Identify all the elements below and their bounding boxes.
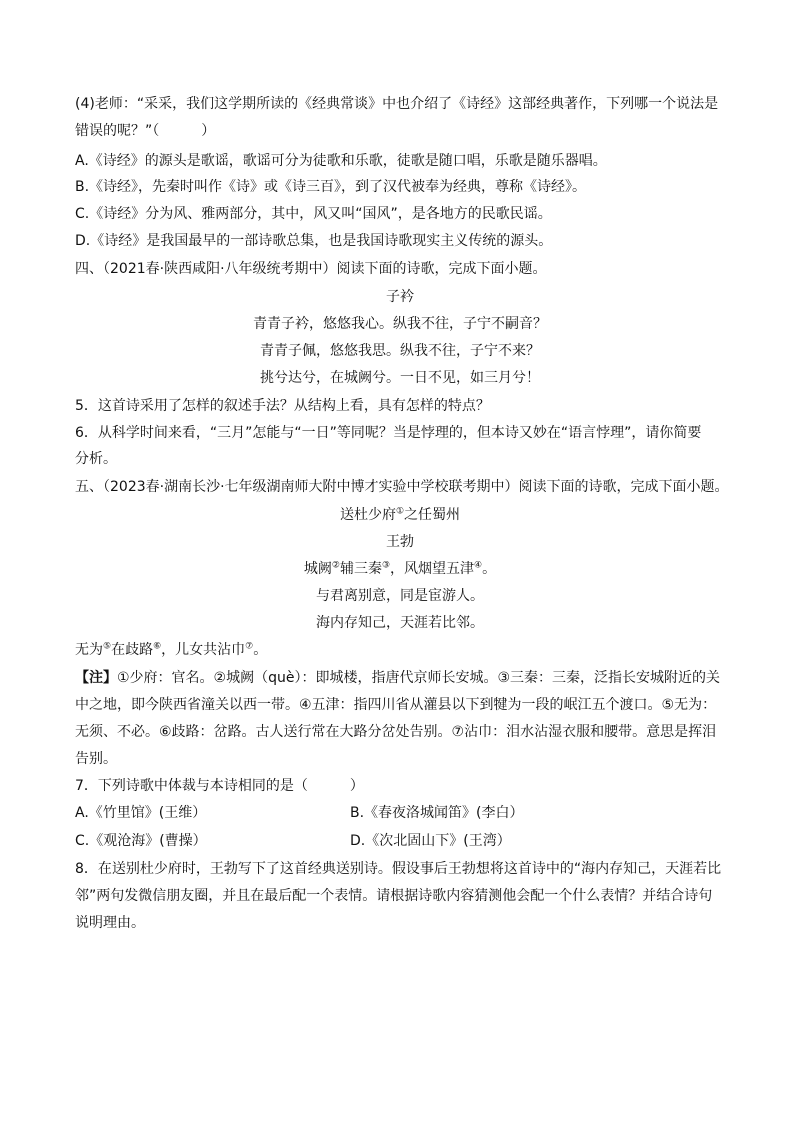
poem-text: 辅三秦 (339, 561, 382, 577)
title-text: 之任蜀州 (404, 507, 461, 523)
note-text: ①少府：官名。②城阙（què）：即城楼，指唐代京师长安城。③三秦：三秦，泛指长安城附近的关 (117, 670, 721, 686)
note-line-3: 无须、不必。⑥歧路：岔路。古人送行常在大路分岔处告别。⑦沾巾：泪水沾湿衣服和腰带。意思是挥泪 (75, 724, 717, 740)
question-8-line-3: 说明理由。 (75, 915, 145, 931)
q7-option-c: C.《观沧海》(曹操） (75, 833, 207, 849)
poem-line (75, 637, 267, 664)
question-5: 5．这首诗采用了怎样的叙述手法？从结构上看，具有怎样的特点？ (75, 398, 490, 414)
poem-text: ，儿女共沾巾 (161, 642, 246, 658)
poem-author: 王勃 (386, 534, 414, 550)
q4-line-1: (4)老师：“采采，我们这学期所读的《经典常谈》中也介绍了《诗经》这部经典著作，下列哪一个说法是 (75, 96, 719, 112)
q4-option-d: D.《诗经》是我国最早的一部诗歌总集，也是我国诗歌现实主义传统的源头。 (75, 233, 553, 249)
question-7: 7．下列诗歌中体裁与本诗相同的是（ ） (75, 778, 364, 794)
note-label: 【注】 (75, 670, 117, 686)
poem-line: 青青子佩，悠悠我思。纵我不往，子宁不来？ (260, 343, 540, 359)
q4-option-a: A.《诗经》的源头是歌谣，歌谣可分为徒歌和乐歌，徒歌是随口唱，乐歌是随乐器唱。 (75, 153, 607, 169)
question-6-line-1: 6．从科学时间来看，“三月”怎能与“一日”等同呢？当是悖理的，但本诗又妙在“语言悖理”，请你简要 (75, 425, 702, 441)
footnote-marker: ⑥ (153, 641, 162, 652)
footnote-marker: ③ (381, 560, 391, 571)
question-8-line-1: 8．在送别杜少府时，王勃写下了这首经典送别诗。假设事后王勃想将这首诗中的“海内存知己，天涯若比 (75, 861, 722, 877)
question-8-line-2: 邻”两句发微信朋友圈，并且在最后配一个表情。请根据诗歌内容猜测他会配一个什么表情？并结合诗句 (75, 888, 713, 904)
title-text: 送杜少府 (339, 507, 396, 523)
note-line-1 (75, 665, 720, 692)
poem-text: 在歧路 (111, 642, 154, 658)
poem-line: 挑兮达兮，在城阙兮。一日不见，如三月兮！ (260, 370, 540, 386)
footnote-marker: ⑦ (245, 641, 254, 652)
q7-option-d: D.《次北固山下》(王湾） (350, 833, 511, 849)
poem-text: 无为 (75, 642, 103, 658)
q4-option-c: C.《诗经》分为风、雅两部分，其中，风又叫“国风”，是各地方的民歌民谣。 (75, 206, 552, 222)
q7-option-b: B.《春夜洛城闻笛》(李白） (350, 805, 524, 821)
footnote-marker: ⑤ (103, 641, 112, 652)
poem-text: 。 (253, 642, 268, 658)
section-4-heading: 四、（2021春·陕西咸阳·八年级统考期中）阅读下面的诗歌，完成下面小题。 (75, 261, 547, 277)
poem-text: 。 (482, 561, 497, 577)
footnote-marker: ④ (474, 560, 483, 571)
footnote-marker: ② (331, 560, 340, 571)
poem-line: 青青子衿，悠悠我心。纵我不往，子宁不嗣音？ (253, 316, 547, 332)
poem-title-zijin: 子衿 (386, 289, 414, 305)
poem-line: 海内存知己，天涯若比邻。 (316, 615, 484, 631)
poem-line (75, 556, 725, 583)
poem-title-songdushaofu (75, 502, 725, 529)
q4-line-2: 错误的呢？”（ ） (75, 123, 216, 139)
footnote-marker: ① (395, 506, 405, 517)
section-5-heading: 五、（2023春·湖南长沙·七年级湖南师大附中博才实验中学校联考期中）阅读下面的诗歌，完成下面小题。 (75, 479, 729, 495)
question-6-line-2: 分析。 (75, 451, 117, 467)
poem-text: ，风烟望五津 (390, 561, 475, 577)
poem-text: 城阙 (303, 561, 332, 577)
note-line-2: 中之地，即今陕西省潼关以西一带。④五津：指四川省从灌县以下到犍为一段的岷江五个渡口。⑤无为： (75, 697, 717, 713)
poem-line: 与君离别意，同是宦游人。 (316, 588, 484, 604)
q7-option-a: A.《竹里馆》(王维） (75, 805, 207, 821)
q4-option-b: B.《诗经》，先秦时叫作《诗》或《诗三百》，到了汉代被奉为经典，尊称《诗经》。 (75, 179, 587, 195)
note-line-4: 告别。 (75, 751, 117, 767)
